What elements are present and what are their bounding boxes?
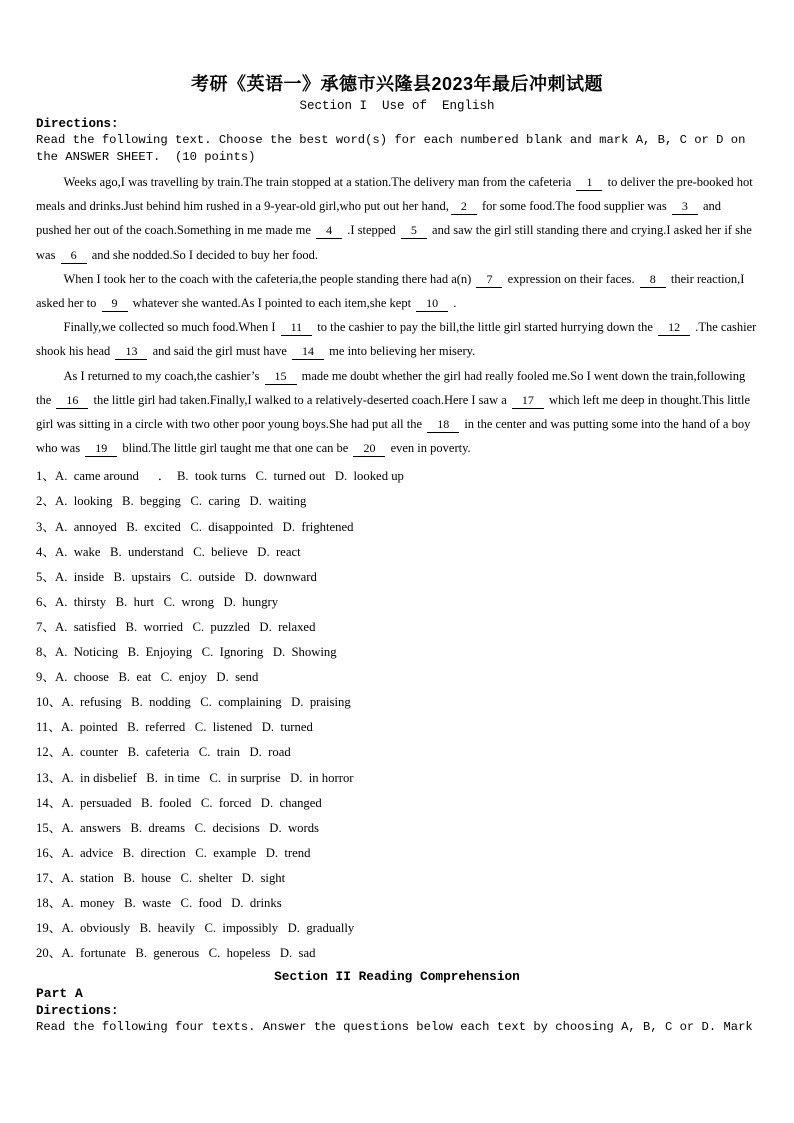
passage-paragraph-1: Weeks ago,I was travelling by train.The train stopped at a station.The delivery man from the cafeteria 1 to deliver the pre-booked hot meals and drinks.Just behind him rushed in a 9-year-old girl,who put out her hand, 2 for some food.The food supplier was 3 and pushed her out of the coach.Something in me made me 4 .I stepped 5 and saw the girl still standing there and crying.I asked her if she was 6 and she nodded.So I decided to buy her food. [36, 174, 753, 262]
question-12: 12、A. counter B. cafeteria C. train D. road [36, 745, 291, 760]
question-16: 16、A. advice B. direction C. example D. trend [36, 845, 311, 860]
cloze-blank-4: 4 [316, 223, 342, 239]
question-3: 3、A. annoyed B. excited C. disappointed D. frightened [36, 519, 354, 534]
page-title: 考研《英语一》承德市兴隆县2023年最后冲刺试题 [190, 74, 604, 94]
cloze-blank-18: 18 [427, 417, 459, 433]
cloze-blank-7: 7 [476, 272, 502, 288]
cloze-blank-13: 13 [115, 344, 147, 360]
part-a-label: Part A [36, 986, 83, 1002]
question-11: 11、A. pointed B. referred C. listened D. turned [36, 720, 313, 735]
question-17: 17、A. station B. house C. shelter D. sight [36, 870, 286, 885]
cloze-blank-9: 9 [102, 296, 128, 312]
cloze-blank-11: 11 [281, 320, 313, 336]
question-13: 13、A. in disbelief B. in time C. in surprise D. in horror [36, 770, 354, 785]
cloze-blank-3: 3 [672, 199, 698, 215]
passage-paragraph-3: Finally,we collected so much food.When I 11 to the cashier to pay the bill,the little girl started hurrying down the 12 .The cashier shook his head 13 and said the girl must have 14 me into believing her misery. [36, 320, 757, 359]
section1-directions-label: Directions: [36, 117, 119, 131]
question-list [36, 464, 758, 966]
cloze-blank-1: 1 [576, 175, 602, 191]
question-15: 15、A. answers B. dreams C. decisions D. words [36, 820, 319, 835]
cloze-blank-16: 16 [56, 393, 88, 409]
cloze-blank-17: 17 [512, 393, 544, 409]
cloze-blank-10: 10 [416, 296, 448, 312]
passage-paragraph-4: As I returned to my coach,the cashier’s 15 made me doubt whether the girl had really fooled me.So I went down the train,following the 16 the little girl had taken.Finally,I walked to a relatively-deserted coach.Here I saw a 17 which left me deep in thought.This little girl was sitting in a circle with two other poor young boys.She had put all the 18 in the center and was putting some into the hand of a boy who was 19 blind.The little girl taught me that one can be 20 even in poverty. [36, 368, 751, 456]
question-18: 18、A. money B. waste C. food D. drinks [36, 895, 282, 910]
question-5: 5、A. inside B. upstairs C. outside D. downward [36, 569, 317, 584]
question-6: 6、A. thirsty B. hurt C. wrong D. hungry [36, 594, 279, 609]
cloze-blank-5: 5 [401, 223, 427, 239]
question-14: 14、A. persuaded B. fooled C. forced D. changed [36, 795, 322, 810]
question-9: 9、A. choose B. eat C. enjoy D. send [36, 670, 259, 685]
cloze-blank-8: 8 [640, 272, 666, 288]
question-20: 20、A. fortunate B. generous C. hopeless D. sad [36, 946, 316, 961]
cloze-blank-12: 12 [658, 320, 690, 336]
cloze-blank-2: 2 [451, 199, 477, 215]
cloze-blank-19: 19 [85, 441, 117, 457]
cloze-blank-6: 6 [61, 248, 87, 264]
question-10: 10、A. refusing B. nodding C. complaining D. praising [36, 695, 351, 710]
cloze-blank-20: 20 [353, 441, 385, 457]
section2-directions-text: Read the following four texts. Answer the questions below each text by choosing A, B, C or D. Mark [36, 1020, 753, 1035]
cloze-passage [36, 170, 758, 460]
question-2: 2、A. looking B. begging C. caring D. waiting [36, 494, 307, 509]
passage-paragraph-2: When I took her to the coach with the cafeteria,the people standing there had a(n) 7 expression on their faces. 8 their reaction,I asked her to 9 whatever she wanted.As I pointed to each item,she kept 10 . [36, 271, 745, 310]
cloze-blank-14: 14 [292, 344, 324, 360]
question-8: 8、A. Noticing B. Enjoying C. Ignoring D. Showing [36, 645, 337, 660]
question-7: 7、A. satisfied B. worried C. puzzled D. relaxed [36, 619, 316, 634]
section2-directions-label: Directions: [36, 1004, 119, 1019]
question-19: 19、A. obviously B. heavily C. impossibly D. gradually [36, 921, 355, 936]
cloze-blank-15: 15 [265, 369, 297, 385]
question-1: 1、A. came around ． B. took turns C. turned out D. looked up [36, 469, 404, 484]
question-4: 4、A. wake B. understand C. believe D. react [36, 544, 301, 559]
section1-heading: Section I Use of English [299, 99, 495, 113]
section1-directions-text: Read the following text. Choose the best word(s) for each numbered blank and mark A, B, C or D on the ANSWER SHEET. (10 points) [36, 133, 753, 164]
section2-heading: Section II Reading Comprehension [274, 969, 520, 985]
